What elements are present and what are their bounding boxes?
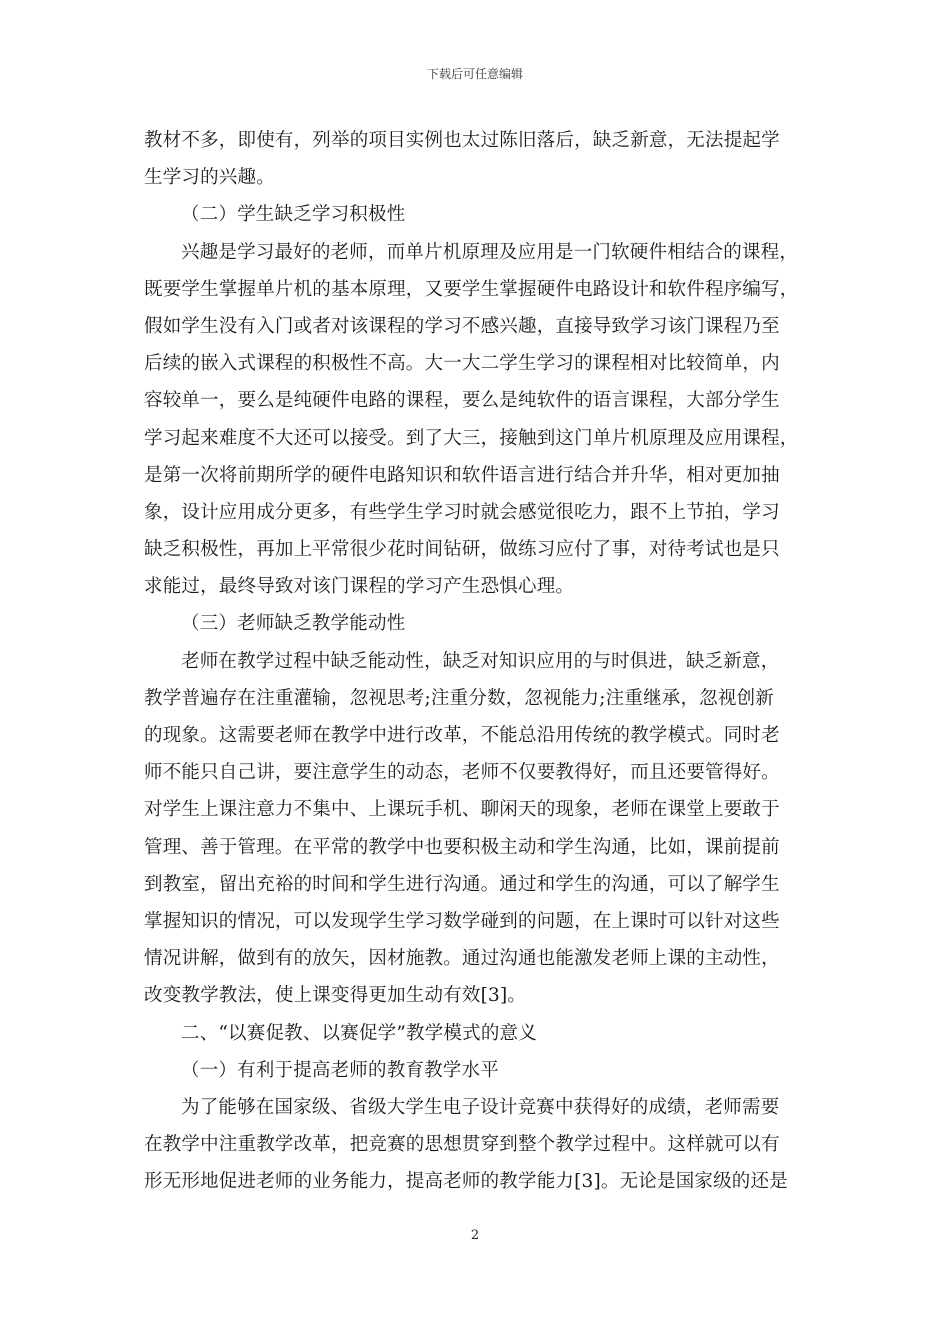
- text-line: 改变教学教法，使上课变得更加生动有效[3]。: [144, 985, 527, 1007]
- text-line: 生学习的兴趣。: [144, 167, 275, 189]
- text-line: 学习起来难度不大还可以接受。到了大三，接触到这门单片机原理及应用课程，: [144, 427, 799, 449]
- text-line: 教学普遍存在注重灌输，忽视思考;注重分数，忽视能力;注重继承，忽视创新: [144, 687, 774, 709]
- paragraph-first-line: 老师在教学过程中缺乏能动性，缺乏对知识应用的与时俱进，缺乏新意，: [181, 650, 780, 672]
- text-line: 是第一次将前期所学的硬件电路知识和软件语言进行结合并升华，相对更加抽: [144, 464, 780, 486]
- text-line: 师不能只自己讲，要注意学生的动态，老师不仅要教得好，而且还要管得好。: [144, 762, 780, 784]
- section-heading: （三）老师缺乏教学能动性: [181, 613, 406, 635]
- text-line: 管理、善于管理。在平常的教学中也要积极主动和学生沟通，比如，课前提前: [144, 836, 780, 858]
- text-line: 假如学生没有入门或者对该课程的学习不感兴趣，直接导致学习该门课程乃至: [144, 315, 780, 337]
- text-line: 掌握知识的情况，可以发现学生学习数学碰到的问题，在上课时可以针对这些: [144, 910, 780, 932]
- text-line: 容较单一，要么是纯硬件电路的课程，要么是纯软件的语言课程，大部分学生: [144, 390, 780, 412]
- text-line: 情况讲解，做到有的放矢，因材施教。通过沟通也能激发老师上课的主动性，: [144, 948, 780, 970]
- text-line: 求能过，最终导致对该门课程的学习产生恐惧心理。: [144, 576, 575, 598]
- document-body: [144, 122, 812, 1200]
- section-heading: （一）有利于提高老师的教育教学水平: [181, 1059, 499, 1081]
- text-line: 后续的嵌入式课程的积极性不高。大一大二学生学习的课程相对比较简单，内: [144, 353, 780, 375]
- text-line: 形无形地促进老师的业务能力，提高老师的教学能力[3]。无论是国家级的还是: [144, 1171, 788, 1193]
- text-line: 在教学中注重教学改革，把竞赛的思想贯穿到整个教学过程中。这样就可以有: [144, 1134, 780, 1156]
- text-line: 象，设计应用成分更多，有些学生学习时就会感觉很吃力，跟不上节拍，学习: [144, 501, 780, 523]
- text-line: 缺乏积极性，再加上平常很少花时间钻研，做练习应付了事，对待考试也是只: [144, 539, 780, 561]
- page-header: 下载后可任意编辑: [426, 67, 523, 81]
- paragraph-first-line: 兴趣是学习最好的老师，而单片机原理及应用是一门软硬件相结合的课程，: [181, 241, 799, 263]
- text-line: 到教室，留出充裕的时间和学生进行沟通。通过和学生的沟通，可以了解学生: [144, 873, 780, 895]
- paragraph-first-line: 为了能够在国家级、省级大学生电子设计竞赛中获得好的成绩，老师需要: [181, 1096, 780, 1118]
- text-line: 的现象。这需要老师在教学中进行改革，不能总沿用传统的教学模式。同时老: [144, 725, 780, 746]
- text-line: 对学生上课注意力不集中、上课玩手机、聊闲天的现象，老师在课堂上要敢于: [144, 799, 780, 821]
- chapter-heading: 二、“以赛促教、以赛促学”教学模式的意义: [181, 1022, 537, 1044]
- text-line: 既要学生掌握单片机的基本原理，又要学生掌握硬件电路设计和软件程序编写，: [144, 278, 799, 300]
- page-number: 2: [470, 1228, 480, 1243]
- section-heading: （二）学生缺乏学习积极性: [181, 204, 406, 226]
- text-line: 教材不多，即使有，列举的项目实例也太过陈旧落后，缺乏新意，无法提起学: [144, 130, 780, 151]
